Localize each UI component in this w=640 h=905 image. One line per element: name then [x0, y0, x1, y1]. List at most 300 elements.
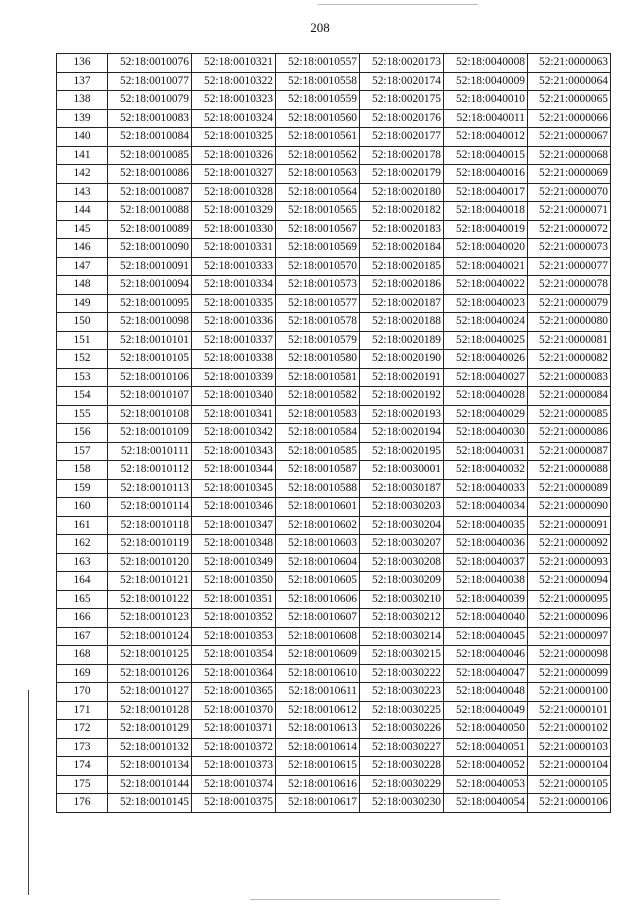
cadastral-number-cell: 52:21:0000079 — [528, 294, 611, 313]
table-row — [57, 701, 611, 720]
cadastral-number-cell: 52:18:0040018 — [444, 202, 528, 221]
cadastral-number-cell: 52:21:0000099 — [528, 664, 611, 683]
cadastral-number-cell: 52:18:0020183 — [360, 220, 444, 239]
row-number-cell: 147 — [57, 257, 108, 276]
cadastral-number-cell: 52:21:0000103 — [528, 738, 611, 757]
cadastral-number-cell: 52:18:0040024 — [444, 313, 528, 332]
cadastral-number-cell: 52:21:0000083 — [528, 368, 611, 387]
cadastral-number-cell: 52:18:0040016 — [444, 165, 528, 184]
scan-edge-left — [28, 690, 29, 895]
cadastral-number-cell: 52:18:0010324 — [192, 109, 276, 128]
cadastral-number-cell: 52:21:0000100 — [528, 683, 611, 702]
cadastral-number-cell: 52:18:0010364 — [192, 664, 276, 683]
row-number-cell: 139 — [57, 109, 108, 128]
cadastral-number-cell: 52:18:0040012 — [444, 128, 528, 147]
table-row — [57, 516, 611, 535]
cadastral-number-cell: 52:18:0040054 — [444, 794, 528, 813]
table-row — [57, 646, 611, 665]
cadastral-number-cell: 52:18:0040035 — [444, 516, 528, 535]
cadastral-number-cell: 52:18:0010365 — [192, 683, 276, 702]
cadastral-number-cell: 52:18:0010087 — [108, 183, 192, 202]
cadastral-number-cell: 52:18:0010334 — [192, 276, 276, 295]
table-row — [57, 331, 611, 350]
row-number-cell: 142 — [57, 165, 108, 184]
row-number-cell: 176 — [57, 794, 108, 813]
cadastral-number-cell: 52:18:0010613 — [276, 720, 360, 739]
cadastral-number-cell: 52:18:0010088 — [108, 202, 192, 221]
cadastral-number-cell: 52:18:0040040 — [444, 609, 528, 628]
cadastral-number-cell: 52:18:0020186 — [360, 276, 444, 295]
table-row — [57, 146, 611, 165]
cadastral-number-cell: 52:18:0010322 — [192, 72, 276, 91]
cadastral-number-cell: 52:18:0010611 — [276, 683, 360, 702]
cadastral-number-cell: 52:18:0010354 — [192, 646, 276, 665]
cadastral-number-cell: 52:18:0010610 — [276, 664, 360, 683]
row-number-cell: 150 — [57, 313, 108, 332]
row-number-cell: 151 — [57, 331, 108, 350]
cadastral-number-cell: 52:18:0010350 — [192, 572, 276, 591]
cadastral-number-cell: 52:18:0040032 — [444, 461, 528, 480]
cadastral-number-cell: 52:18:0040010 — [444, 91, 528, 110]
cadastral-number-cell: 52:18:0040017 — [444, 183, 528, 202]
table-row — [57, 775, 611, 794]
cadastral-number-cell: 52:18:0030187 — [360, 479, 444, 498]
cadastral-number-cell: 52:21:0000095 — [528, 590, 611, 609]
table-row — [57, 109, 611, 128]
cadastral-number-cell: 52:21:0000097 — [528, 627, 611, 646]
cadastral-number-cell: 52:18:0010321 — [192, 54, 276, 73]
cadastral-number-cell: 52:21:0000101 — [528, 701, 611, 720]
cadastral-number-cell: 52:18:0010339 — [192, 368, 276, 387]
cadastral-number-cell: 52:18:0010089 — [108, 220, 192, 239]
row-number-cell: 137 — [57, 72, 108, 91]
row-number-cell: 172 — [57, 720, 108, 739]
cadastral-number-cell: 52:18:0010612 — [276, 701, 360, 720]
cadastral-number-cell: 52:18:0010327 — [192, 165, 276, 184]
row-number-cell: 156 — [57, 424, 108, 443]
table-row — [57, 683, 611, 702]
cadastral-number-cell: 52:18:0040023 — [444, 294, 528, 313]
row-number-cell: 167 — [57, 627, 108, 646]
cadastral-number-cell: 52:21:0000102 — [528, 720, 611, 739]
cadastral-number-cell: 52:18:0010560 — [276, 109, 360, 128]
cadastral-number-cell: 52:18:0010569 — [276, 239, 360, 258]
cadastral-number-cell: 52:18:0040047 — [444, 664, 528, 683]
cadastral-number-cell: 52:18:0010348 — [192, 535, 276, 554]
cadastral-number-cell: 52:18:0010326 — [192, 146, 276, 165]
row-number-cell: 148 — [57, 276, 108, 295]
cadastral-number-cell: 52:18:0020176 — [360, 109, 444, 128]
cadastral-number-cell: 52:18:0010343 — [192, 442, 276, 461]
cadastral-number-cell: 52:18:0010113 — [108, 479, 192, 498]
cadastral-number-cell: 52:18:0010588 — [276, 479, 360, 498]
cadastral-number-cell: 52:21:0000068 — [528, 146, 611, 165]
row-number-cell: 174 — [57, 757, 108, 776]
cadastral-number-cell: 52:18:0010353 — [192, 627, 276, 646]
cadastral-number-cell: 52:18:0010101 — [108, 331, 192, 350]
cadastral-number-cell: 52:18:0010123 — [108, 609, 192, 628]
cadastral-number-cell: 52:18:0030226 — [360, 720, 444, 739]
cadastral-number-cell: 52:18:0010607 — [276, 609, 360, 628]
cadastral-number-cell: 52:18:0010372 — [192, 738, 276, 757]
cadastral-number-cell: 52:18:0020193 — [360, 405, 444, 424]
cadastral-number-cell: 52:18:0010111 — [108, 442, 192, 461]
cadastral-number-cell: 52:18:0010333 — [192, 257, 276, 276]
table-row — [57, 424, 611, 443]
cadastral-number-cell: 52:21:0000096 — [528, 609, 611, 628]
cadastral-number-cell: 52:18:0040046 — [444, 646, 528, 665]
row-number-cell: 173 — [57, 738, 108, 757]
cadastral-number-cell: 52:18:0010603 — [276, 535, 360, 554]
cadastral-number-cell: 52:18:0030207 — [360, 535, 444, 554]
cadastral-number-cell: 52:18:0010614 — [276, 738, 360, 757]
cadastral-number-cell: 52:18:0040037 — [444, 553, 528, 572]
cadastral-number-cell: 52:18:0020182 — [360, 202, 444, 221]
cadastral-number-cell: 52:21:0000098 — [528, 646, 611, 665]
cadastral-number-cell: 52:18:0010557 — [276, 54, 360, 73]
cadastral-number-cell: 52:18:0030223 — [360, 683, 444, 702]
cadastral-number-cell: 52:18:0010076 — [108, 54, 192, 73]
cadastral-number-cell: 52:18:0010118 — [108, 516, 192, 535]
cadastral-number-cell: 52:18:0030210 — [360, 590, 444, 609]
cadastral-number-cell: 52:18:0010106 — [108, 368, 192, 387]
cadastral-number-cell: 52:21:0000085 — [528, 405, 611, 424]
cadastral-number-cell: 52:18:0010374 — [192, 775, 276, 794]
cadastral-number-cell: 52:18:0010605 — [276, 572, 360, 591]
cadastral-number-cell: 52:18:0030208 — [360, 553, 444, 572]
table-row — [57, 738, 611, 757]
cadastral-number-cell: 52:18:0010601 — [276, 498, 360, 517]
cadastral-number-cell: 52:21:0000092 — [528, 535, 611, 554]
row-number-cell: 175 — [57, 775, 108, 794]
cadastral-number-cell: 52:18:0030001 — [360, 461, 444, 480]
cadastral-number-cell: 52:18:0010114 — [108, 498, 192, 517]
table-row — [57, 313, 611, 332]
cadastral-number-cell: 52:18:0020175 — [360, 91, 444, 110]
cadastral-number-cell: 52:18:0010129 — [108, 720, 192, 739]
cadastral-number-cell: 52:18:0040039 — [444, 590, 528, 609]
cadastral-number-cell: 52:18:0010349 — [192, 553, 276, 572]
cadastral-number-cell: 52:21:0000106 — [528, 794, 611, 813]
table-row — [57, 202, 611, 221]
scan-edge-top — [318, 4, 478, 5]
cadastral-number-cell: 52:21:0000088 — [528, 461, 611, 480]
table-row — [57, 368, 611, 387]
cadastral-number-cell: 52:18:0010098 — [108, 313, 192, 332]
table-row — [57, 54, 611, 73]
cadastral-number-cell: 52:18:0010563 — [276, 165, 360, 184]
table-row — [57, 479, 611, 498]
cadastral-number-cell: 52:18:0040009 — [444, 72, 528, 91]
table-row — [57, 461, 611, 480]
cadastral-number-cell: 52:18:0020192 — [360, 387, 444, 406]
cadastral-number-cell: 52:18:0020187 — [360, 294, 444, 313]
row-number-cell: 169 — [57, 664, 108, 683]
cadastral-number-cell: 52:21:0000081 — [528, 331, 611, 350]
cadastral-number-cell: 52:21:0000104 — [528, 757, 611, 776]
cadastral-number-cell: 52:18:0040052 — [444, 757, 528, 776]
cadastral-number-cell: 52:18:0010127 — [108, 683, 192, 702]
cadastral-number-cell: 52:18:0040050 — [444, 720, 528, 739]
cadastral-number-cell: 52:18:0020191 — [360, 368, 444, 387]
cadastral-number-cell: 52:18:0040029 — [444, 405, 528, 424]
cadastral-number-cell: 52:18:0010371 — [192, 720, 276, 739]
table-row — [57, 165, 611, 184]
table-row — [57, 609, 611, 628]
cadastral-number-cell: 52:18:0010373 — [192, 757, 276, 776]
cadastral-number-cell: 52:18:0030228 — [360, 757, 444, 776]
row-number-cell: 152 — [57, 350, 108, 369]
cadastral-number-cell: 52:18:0020195 — [360, 442, 444, 461]
cadastral-number-cell: 52:18:0020189 — [360, 331, 444, 350]
cadastral-number-cell: 52:21:0000078 — [528, 276, 611, 295]
row-number-cell: 170 — [57, 683, 108, 702]
row-number-cell: 154 — [57, 387, 108, 406]
cadastral-number-cell: 52:18:0010079 — [108, 91, 192, 110]
cadastral-number-cell: 52:18:0010578 — [276, 313, 360, 332]
table-row — [57, 294, 611, 313]
cadastral-number-cell: 52:18:0010325 — [192, 128, 276, 147]
cadastral-number-cell: 52:18:0010085 — [108, 146, 192, 165]
cadastral-number-cell: 52:18:0040051 — [444, 738, 528, 757]
table-row — [57, 757, 611, 776]
table-row — [57, 220, 611, 239]
cadastral-number-cell: 52:18:0010329 — [192, 202, 276, 221]
row-number-cell: 164 — [57, 572, 108, 591]
cadastral-number-cell: 52:21:0000086 — [528, 424, 611, 443]
cadastral-number-cell: 52:18:0040008 — [444, 54, 528, 73]
cadastral-table — [56, 53, 611, 813]
cadastral-number-cell: 52:21:0000070 — [528, 183, 611, 202]
cadastral-number-cell: 52:18:0010616 — [276, 775, 360, 794]
cadastral-number-cell: 52:18:0010562 — [276, 146, 360, 165]
cadastral-number-cell: 52:21:0000091 — [528, 516, 611, 535]
cadastral-number-cell: 52:18:0010134 — [108, 757, 192, 776]
cadastral-number-cell: 52:21:0000077 — [528, 257, 611, 276]
cadastral-number-cell: 52:18:0010338 — [192, 350, 276, 369]
cadastral-number-cell: 52:18:0010559 — [276, 91, 360, 110]
table-row — [57, 553, 611, 572]
cadastral-number-cell: 52:18:0030222 — [360, 664, 444, 683]
cadastral-number-cell: 52:18:0010335 — [192, 294, 276, 313]
cadastral-number-cell: 52:18:0010119 — [108, 535, 192, 554]
cadastral-number-cell: 52:18:0010090 — [108, 239, 192, 258]
row-number-cell: 155 — [57, 405, 108, 424]
cadastral-number-cell: 52:21:0000094 — [528, 572, 611, 591]
cadastral-number-cell: 52:18:0010145 — [108, 794, 192, 813]
cadastral-number-cell: 52:21:0000093 — [528, 553, 611, 572]
cadastral-number-cell: 52:18:0010608 — [276, 627, 360, 646]
cadastral-number-cell: 52:18:0040045 — [444, 627, 528, 646]
table-row — [57, 664, 611, 683]
cadastral-number-cell: 52:18:0010604 — [276, 553, 360, 572]
cadastral-number-cell: 52:21:0000064 — [528, 72, 611, 91]
cadastral-number-cell: 52:18:0010606 — [276, 590, 360, 609]
cadastral-number-cell: 52:18:0040027 — [444, 368, 528, 387]
cadastral-number-cell: 52:18:0010561 — [276, 128, 360, 147]
cadastral-number-cell: 52:18:0010120 — [108, 553, 192, 572]
cadastral-number-cell: 52:18:0040025 — [444, 331, 528, 350]
cadastral-number-cell: 52:18:0040011 — [444, 109, 528, 128]
row-number-cell: 157 — [57, 442, 108, 461]
cadastral-number-cell: 52:18:0030209 — [360, 572, 444, 591]
cadastral-number-cell: 52:18:0030229 — [360, 775, 444, 794]
cadastral-number-cell: 52:18:0020180 — [360, 183, 444, 202]
row-number-cell: 158 — [57, 461, 108, 480]
cadastral-number-cell: 52:18:0010582 — [276, 387, 360, 406]
row-number-cell: 144 — [57, 202, 108, 221]
cadastral-number-cell: 52:18:0010122 — [108, 590, 192, 609]
cadastral-number-cell: 52:21:0000105 — [528, 775, 611, 794]
cadastral-number-cell: 52:18:0010132 — [108, 738, 192, 757]
cadastral-number-cell: 52:18:0010585 — [276, 442, 360, 461]
cadastral-number-cell: 52:18:0010340 — [192, 387, 276, 406]
cadastral-number-cell: 52:21:0000069 — [528, 165, 611, 184]
table-row — [57, 627, 611, 646]
cadastral-number-cell: 52:18:0040031 — [444, 442, 528, 461]
cadastral-number-cell: 52:18:0010346 — [192, 498, 276, 517]
row-number-cell: 143 — [57, 183, 108, 202]
row-number-cell: 159 — [57, 479, 108, 498]
table-row — [57, 794, 611, 813]
table-row — [57, 572, 611, 591]
cadastral-number-cell: 52:18:0010328 — [192, 183, 276, 202]
cadastral-number-cell: 52:18:0010126 — [108, 664, 192, 683]
cadastral-number-cell: 52:18:0010331 — [192, 239, 276, 258]
cadastral-number-cell: 52:18:0040049 — [444, 701, 528, 720]
table-row — [57, 91, 611, 110]
cadastral-number-cell: 52:18:0010567 — [276, 220, 360, 239]
cadastral-number-cell: 52:18:0010587 — [276, 461, 360, 480]
cadastral-number-cell: 52:18:0010615 — [276, 757, 360, 776]
table-row — [57, 590, 611, 609]
cadastral-number-cell: 52:18:0010341 — [192, 405, 276, 424]
cadastral-number-cell: 52:18:0040034 — [444, 498, 528, 517]
cadastral-number-cell: 52:18:0010077 — [108, 72, 192, 91]
row-number-cell: 136 — [57, 54, 108, 73]
row-number-cell: 171 — [57, 701, 108, 720]
cadastral-number-cell: 52:18:0010125 — [108, 646, 192, 665]
table-row — [57, 128, 611, 147]
cadastral-number-cell: 52:21:0000063 — [528, 54, 611, 73]
row-number-cell: 160 — [57, 498, 108, 517]
cadastral-number-cell: 52:18:0010370 — [192, 701, 276, 720]
cadastral-number-cell: 52:18:0010573 — [276, 276, 360, 295]
cadastral-number-cell: 52:18:0020174 — [360, 72, 444, 91]
cadastral-number-cell: 52:21:0000082 — [528, 350, 611, 369]
table-row — [57, 535, 611, 554]
scan-edge-bottom — [250, 899, 500, 900]
table-row — [57, 257, 611, 276]
cadastral-number-cell: 52:18:0040019 — [444, 220, 528, 239]
cadastral-number-cell: 52:18:0010094 — [108, 276, 192, 295]
cadastral-number-cell: 52:21:0000071 — [528, 202, 611, 221]
table-row — [57, 387, 611, 406]
cadastral-number-cell: 52:18:0010108 — [108, 405, 192, 424]
cadastral-number-cell: 52:18:0020173 — [360, 54, 444, 73]
cadastral-number-cell: 52:18:0010112 — [108, 461, 192, 480]
cadastral-number-cell: 52:18:0020194 — [360, 424, 444, 443]
cadastral-number-cell: 52:18:0040022 — [444, 276, 528, 295]
cadastral-number-cell: 52:18:0040053 — [444, 775, 528, 794]
cadastral-number-cell: 52:18:0020185 — [360, 257, 444, 276]
row-number-cell: 166 — [57, 609, 108, 628]
cadastral-number-cell: 52:18:0030230 — [360, 794, 444, 813]
cadastral-number-cell: 52:18:0030215 — [360, 646, 444, 665]
cadastral-number-cell: 52:18:0040026 — [444, 350, 528, 369]
cadastral-number-cell: 52:18:0010342 — [192, 424, 276, 443]
cadastral-number-cell: 52:18:0010344 — [192, 461, 276, 480]
cadastral-number-cell: 52:18:0020188 — [360, 313, 444, 332]
table-row — [57, 498, 611, 517]
cadastral-number-cell: 52:18:0010109 — [108, 424, 192, 443]
row-number-cell: 149 — [57, 294, 108, 313]
row-number-cell: 153 — [57, 368, 108, 387]
row-number-cell: 140 — [57, 128, 108, 147]
cadastral-number-cell: 52:18:0010083 — [108, 109, 192, 128]
cadastral-number-cell: 52:18:0010577 — [276, 294, 360, 313]
cadastral-number-cell: 52:21:0000089 — [528, 479, 611, 498]
cadastral-number-cell: 52:18:0010084 — [108, 128, 192, 147]
cadastral-number-cell: 52:18:0040033 — [444, 479, 528, 498]
table-row — [57, 405, 611, 424]
cadastral-number-cell: 52:18:0010337 — [192, 331, 276, 350]
cadastral-number-cell: 52:18:0010107 — [108, 387, 192, 406]
cadastral-number-cell: 52:18:0040015 — [444, 146, 528, 165]
table-row — [57, 720, 611, 739]
cadastral-number-cell: 52:18:0010124 — [108, 627, 192, 646]
cadastral-number-cell: 52:18:0020178 — [360, 146, 444, 165]
cadastral-number-cell: 52:18:0040048 — [444, 683, 528, 702]
cadastral-number-cell: 52:18:0010609 — [276, 646, 360, 665]
cadastral-number-cell: 52:18:0020184 — [360, 239, 444, 258]
cadastral-number-cell: 52:18:0010579 — [276, 331, 360, 350]
cadastral-number-cell: 52:18:0040028 — [444, 387, 528, 406]
cadastral-number-cell: 52:18:0010144 — [108, 775, 192, 794]
cadastral-number-cell: 52:18:0030227 — [360, 738, 444, 757]
cadastral-number-cell: 52:18:0010347 — [192, 516, 276, 535]
cadastral-number-cell: 52:18:0010121 — [108, 572, 192, 591]
row-number-cell: 162 — [57, 535, 108, 554]
row-number-cell: 141 — [57, 146, 108, 165]
cadastral-number-cell: 52:21:0000067 — [528, 128, 611, 147]
table-row — [57, 239, 611, 258]
cadastral-number-cell: 52:18:0010602 — [276, 516, 360, 535]
cadastral-number-cell: 52:18:0020177 — [360, 128, 444, 147]
cadastral-number-cell: 52:18:0010584 — [276, 424, 360, 443]
row-number-cell: 138 — [57, 91, 108, 110]
cadastral-number-cell: 52:18:0030204 — [360, 516, 444, 535]
cadastral-number-cell: 52:21:0000065 — [528, 91, 611, 110]
cadastral-number-cell: 52:18:0010352 — [192, 609, 276, 628]
cadastral-number-cell: 52:21:0000073 — [528, 239, 611, 258]
cadastral-number-cell: 52:21:0000066 — [528, 109, 611, 128]
cadastral-number-cell: 52:18:0010128 — [108, 701, 192, 720]
cadastral-number-cell: 52:18:0010330 — [192, 220, 276, 239]
cadastral-number-cell: 52:18:0030212 — [360, 609, 444, 628]
cadastral-number-cell: 52:21:0000090 — [528, 498, 611, 517]
cadastral-number-cell: 52:18:0010095 — [108, 294, 192, 313]
cadastral-number-cell: 52:18:0040036 — [444, 535, 528, 554]
table-body — [57, 54, 611, 813]
row-number-cell: 161 — [57, 516, 108, 535]
cadastral-number-cell: 52:18:0010558 — [276, 72, 360, 91]
cadastral-number-cell: 52:21:0000072 — [528, 220, 611, 239]
table-row — [57, 350, 611, 369]
cadastral-number-cell: 52:21:0000080 — [528, 313, 611, 332]
table-row — [57, 442, 611, 461]
cadastral-number-cell: 52:18:0010375 — [192, 794, 276, 813]
